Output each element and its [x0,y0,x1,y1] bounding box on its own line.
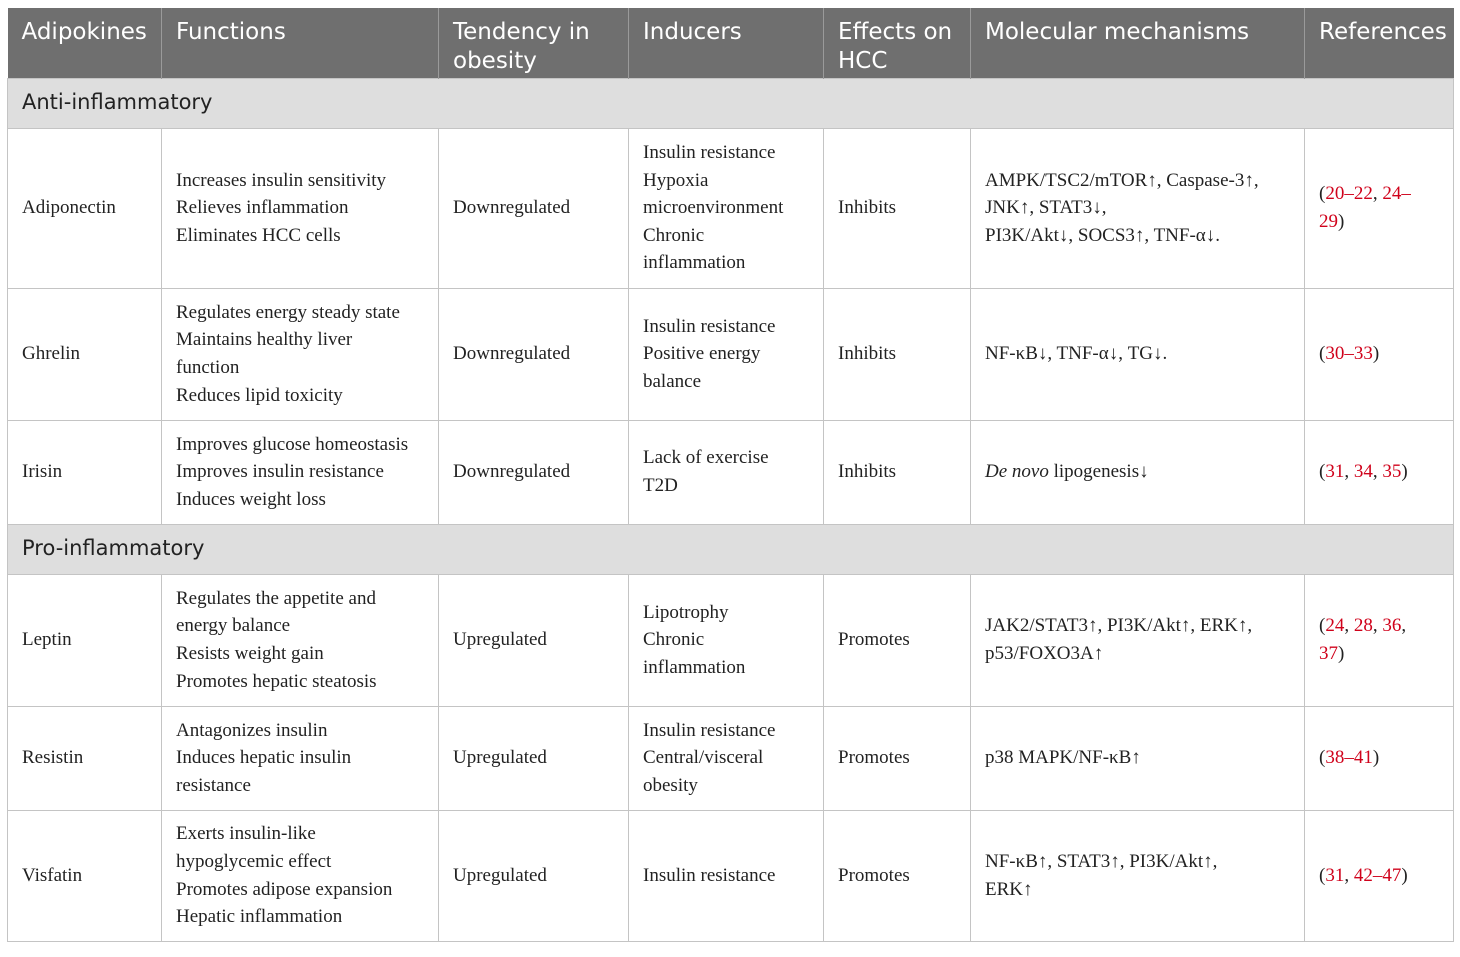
adipokines-table-container [7,8,1453,942]
table-row [8,706,1454,810]
header-adipokines: Adipokines [8,8,162,78]
header-mechanisms: Molecular mechanisms [971,8,1305,78]
reference-link[interactable]: 34 [1353,461,1373,483]
references-cell: (24, 28, 36, 37) [1305,574,1454,706]
reference-link[interactable]: 42–47 [1353,864,1402,886]
tendency-cell: Upregulated [439,706,629,810]
adipokine-name: Adiponectin [8,128,162,288]
header-functions: Functions [162,8,439,78]
reference-link[interactable]: 28 [1353,615,1373,637]
section-title: Anti-inflammatory [8,78,1454,128]
inducers-cell: Lipotrophy Chronic inflammation [629,574,824,706]
reference-link[interactable]: 29 [1319,211,1338,232]
reference-link[interactable]: 38–41 [1325,747,1373,769]
mechanisms-cell: p38 MAPK/NF-κB↑ [971,706,1305,810]
header-tendency: Tendency in obesity [439,8,629,78]
header-inducers: Inducers [629,8,824,78]
section-row-anti-inflammatory [8,78,1454,128]
inducers-cell: Insulin resistance [629,810,824,941]
references-cell: (31, 42–47) [1305,810,1454,941]
tendency-cell: Downregulated [439,420,629,524]
adipokine-name: Resistin [8,706,162,810]
effect-cell: Inhibits [824,420,971,524]
tendency-cell: Downregulated [439,288,629,420]
effect-cell: Inhibits [824,128,971,288]
section-row-pro-inflammatory [8,524,1454,574]
functions-cell: Regulates the appetite and energy balance Resists weight gain Promotes hepatic steatosis [162,574,439,706]
references-cell: (20–22, 24– 29) [1305,128,1454,288]
adipokine-name: Visfatin [8,810,162,941]
functions-cell: Exerts insulin-like hypoglycemic effect Promotes adipose expansion Hepatic inflammation [162,810,439,941]
inducers-cell: Insulin resistance Positive energy balance [629,288,824,420]
reference-link[interactable]: 20–22 [1325,183,1373,205]
effect-cell: Promotes [824,810,971,941]
functions-cell: Regulates energy steady state Maintains healthy liver function Reduces lipid toxicity [162,288,439,420]
references-cell: (30–33) [1305,288,1454,420]
table-row [8,288,1454,420]
adipokine-name: Leptin [8,574,162,706]
tendency-cell: Downregulated [439,128,629,288]
tendency-cell: Upregulated [439,810,629,941]
functions-cell: Improves glucose homeostasis Improves insulin resistance Induces weight loss [162,420,439,524]
inducers-cell: Insulin resistance Hypoxia microenvironment Chronic inflammation [629,128,824,288]
functions-cell: Increases insulin sensitivity Relieves inflammation Eliminates HCC cells [162,128,439,288]
table-row [8,128,1454,288]
tendency-cell: Upregulated [439,574,629,706]
mechanisms-cell: NF-κB↑, STAT3↑, PI3K/Akt↑, ERK↑ [971,810,1305,941]
references-cell: (31, 34, 35) [1305,420,1454,524]
adipokine-name: Ghrelin [8,288,162,420]
table-row [8,810,1454,941]
header-references: References [1305,8,1454,78]
reference-link[interactable]: 36 [1382,615,1402,637]
adipokines-table [7,8,1454,942]
mechanisms-cell: JAK2/STAT3↑, PI3K/Akt↑, ERK↑, p53/FOXO3A↑ [971,574,1305,706]
inducers-cell: Insulin resistance Central/visceral obesity [629,706,824,810]
table-row [8,574,1454,706]
references-cell: (38–41) [1305,706,1454,810]
reference-link[interactable]: 37 [1319,643,1338,664]
reference-link[interactable]: 30–33 [1325,343,1373,365]
table-header-row [8,8,1454,78]
reference-link[interactable]: 24 [1325,615,1345,637]
reference-link[interactable]: 24– [1382,183,1411,205]
mechanisms-cell: De novo lipogenesis↓ [971,420,1305,524]
mechanisms-cell: NF-κB↓, TNF-α↓, TG↓. [971,288,1305,420]
table-row [8,420,1454,524]
mechanisms-cell: AMPK/TSC2/mTOR↑, Caspase-3↑, JNK↑, STAT3↓, PI3K/Akt↓, SOCS3↑, TNF-α↓. [971,128,1305,288]
section-title: Pro-inflammatory [8,524,1454,574]
reference-link[interactable]: 35 [1382,461,1402,483]
header-effects: Effects on HCC [824,8,971,78]
reference-link[interactable]: 31 [1325,864,1345,886]
effect-cell: Promotes [824,706,971,810]
inducers-cell: Lack of exercise T2D [629,420,824,524]
adipokine-name: Irisin [8,420,162,524]
effect-cell: Promotes [824,574,971,706]
reference-link[interactable]: 31 [1325,461,1345,483]
effect-cell: Inhibits [824,288,971,420]
functions-cell: Antagonizes insulin Induces hepatic insulin resistance [162,706,439,810]
